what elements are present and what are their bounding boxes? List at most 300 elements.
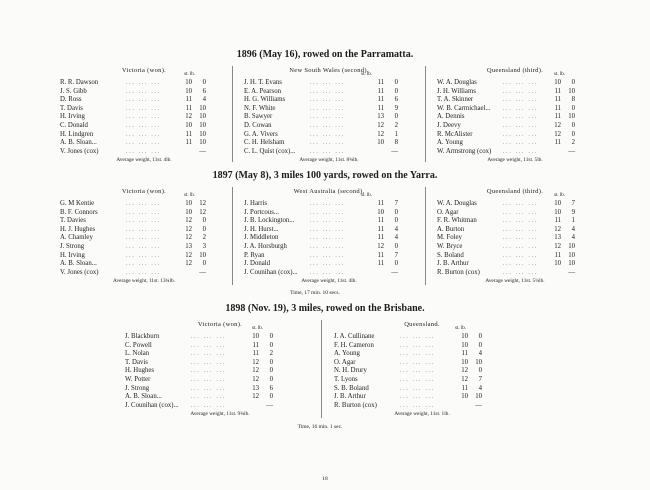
rower-name: T. Davis xyxy=(60,104,83,112)
weight-pounds: 7 xyxy=(394,200,398,207)
weight-stone: 11 xyxy=(377,87,384,95)
leader-dots: ... ... ... xyxy=(191,359,226,366)
rower-name: D. Cowan xyxy=(244,121,272,129)
rower-name: J. B. Arthur xyxy=(334,393,366,401)
weight-stone: 12 xyxy=(554,225,561,233)
crew-member-row xyxy=(437,96,597,105)
weight-stone: 10 xyxy=(554,79,561,86)
leader-dots: ... ... ... xyxy=(310,105,345,112)
leader-dots: ... ... ... xyxy=(310,97,345,104)
rower-name: C. Donald xyxy=(60,121,88,129)
average-weight: Average weight, 11st. 4lb. xyxy=(116,157,172,163)
crew-member-row xyxy=(437,88,597,97)
rower-name: J. Donald xyxy=(244,260,271,268)
leader-dots: ... ... ... xyxy=(503,80,538,86)
leader-dots: ... ... ... xyxy=(126,122,161,129)
crew-member-row xyxy=(244,105,420,114)
weight-pounds: 0 xyxy=(269,375,273,383)
weight-dash: — xyxy=(266,401,273,409)
leader-dots: ... ... ... xyxy=(126,97,161,104)
leader-dots: ... ... ... xyxy=(191,376,226,383)
weight-dash: — xyxy=(391,268,398,276)
weight-stone: 10 xyxy=(185,200,192,207)
weight-stone: 12 xyxy=(554,121,561,129)
weight-stone: 11 xyxy=(185,96,192,104)
crew-member-row xyxy=(60,105,228,114)
leader-dots: ... ... ... xyxy=(503,235,538,242)
weight-stone: 11 xyxy=(554,113,561,121)
leader-dots: ... ... ... xyxy=(503,218,538,225)
weight-stone: 11 xyxy=(377,104,384,112)
crew-member-row xyxy=(60,139,228,148)
crew-member-row xyxy=(244,131,420,140)
crew-header: Queensland. xyxy=(404,321,440,328)
leader-dots: ... ... ... xyxy=(126,243,161,250)
crew-member-row xyxy=(437,226,597,235)
weight-pounds: 0 xyxy=(202,225,206,233)
crew-member-row xyxy=(244,260,420,269)
weight-stone: 13 xyxy=(252,384,259,392)
crew-member-row xyxy=(60,252,228,261)
rower-name: S. B. Boland xyxy=(334,384,369,392)
crew-member-row xyxy=(437,252,597,261)
crew-column xyxy=(232,66,425,162)
rower-name: M. Foley xyxy=(437,234,462,242)
weight-stone: 10 xyxy=(554,200,561,207)
weight-pounds: 8 xyxy=(571,96,575,104)
weight-pounds: 10 xyxy=(199,113,206,121)
race-title: 1897 (May 8), 3 miles 100 yards, rowed on the Yarra. xyxy=(212,170,438,181)
rower-name: T. Lyons xyxy=(334,375,358,383)
crew-member-row xyxy=(244,226,420,235)
weight-pounds: 0 xyxy=(394,217,398,225)
crew-member-row xyxy=(244,252,420,261)
st-lb-label: st. lb. xyxy=(554,72,565,77)
leader-dots: ... ... ... xyxy=(310,226,345,233)
leader-dots: ... ... ... xyxy=(126,201,161,207)
leader-dots: ... ... ... xyxy=(400,334,435,340)
leader-dots: ... ... ... xyxy=(503,209,538,216)
rower-name: G. M Kentie xyxy=(60,200,95,207)
crew-member-row xyxy=(244,79,420,88)
rower-name: A. B. Sloan... xyxy=(60,139,97,147)
leader-dots: ... ... ... xyxy=(310,269,345,276)
st-lb-label: st. lb. xyxy=(361,193,372,198)
crew-member-row xyxy=(244,139,420,148)
crew-member-row xyxy=(437,243,597,252)
weight-stone: 12 xyxy=(554,242,561,250)
leader-dots: ... ... ... xyxy=(126,226,161,233)
rower-name: D. Ross xyxy=(60,96,82,104)
rower-name: O. Agar xyxy=(437,208,459,216)
rower-name: W. B. Carmichael... xyxy=(437,104,491,112)
weight-stone: 12 xyxy=(377,130,384,138)
weight-pounds: 0 xyxy=(394,260,398,268)
crew-column xyxy=(321,320,522,418)
weight-stone: 11 xyxy=(461,384,468,392)
rower-name: T. Davies xyxy=(60,217,86,225)
average-weight: Average weight, 11st. 5lb. xyxy=(487,157,543,163)
weight-stone: 11 xyxy=(554,96,561,104)
crew-member-row xyxy=(334,350,504,359)
crew-header: Victoria (won). xyxy=(121,67,167,74)
weight-stone: 12 xyxy=(252,367,259,375)
weight-pounds: 4 xyxy=(478,384,482,392)
average-weight: Average weight, 11st. 4lb. xyxy=(301,278,357,284)
weight-stone: 10 xyxy=(461,393,468,401)
crew-member-row xyxy=(244,122,420,131)
rower-name: C. Powell xyxy=(125,341,152,349)
crew-member-row xyxy=(334,393,504,402)
weight-stone: 11 xyxy=(185,104,192,112)
crew-member-row xyxy=(437,113,597,122)
crew-member-row xyxy=(244,269,420,278)
weight-pounds: 4 xyxy=(394,234,398,242)
average-weight: Average weight, 11st. 5¼lb. xyxy=(485,278,545,284)
leader-dots: ... ... ... xyxy=(310,243,345,250)
weight-stone: 12 xyxy=(377,121,384,129)
weight-pounds: 8 xyxy=(394,139,398,147)
weight-stone: 13 xyxy=(554,234,561,242)
weight-stone: 12 xyxy=(252,375,259,383)
leader-dots: ... ... ... xyxy=(503,131,538,138)
st-lb-label: st. lb. xyxy=(184,72,195,77)
rower-name: J. Middleton xyxy=(244,234,279,242)
crew-header: Victoria (won). xyxy=(121,188,167,195)
crew-member-row xyxy=(244,243,420,252)
weight-pounds: 12 xyxy=(199,200,206,207)
crew-member-row xyxy=(60,88,228,97)
leader-dots: ... ... ... xyxy=(400,351,435,358)
leader-dots: ... ... ... xyxy=(503,252,538,259)
weight-stone: 11 xyxy=(554,251,561,259)
weight-pounds: 9 xyxy=(571,208,575,216)
weight-pounds: 10 xyxy=(199,251,206,259)
crew-member-row xyxy=(334,359,504,368)
weight-pounds: 7 xyxy=(571,200,575,207)
weight-pounds: 7 xyxy=(478,375,482,383)
leader-dots: ... ... ... xyxy=(126,140,161,147)
weight-pounds: 4 xyxy=(571,234,575,242)
weight-stone: 11 xyxy=(377,200,384,207)
rower-name: F. R. Whitman xyxy=(437,217,477,225)
rower-name: J. H. T. Evans xyxy=(244,79,282,86)
crew-member-row xyxy=(125,393,295,402)
weight-pounds: 0 xyxy=(394,87,398,95)
crew-member-row xyxy=(60,260,228,269)
crew-member-row xyxy=(60,226,228,235)
crew-member-row xyxy=(437,209,597,218)
rower-name: J. S. Gibb xyxy=(60,87,87,95)
rower-name: W. A. Douglas xyxy=(437,200,477,207)
leader-dots: ... ... ... xyxy=(310,218,345,225)
crew-member-row xyxy=(60,131,228,140)
weight-pounds: 0 xyxy=(269,358,273,366)
weight-stone: 12 xyxy=(185,225,192,233)
weight-dash: — xyxy=(475,401,482,409)
weight-stone: 13 xyxy=(185,242,192,250)
crew-member-row xyxy=(437,122,597,131)
weight-dash: — xyxy=(199,147,206,155)
rower-name: L. Nolan xyxy=(125,350,150,358)
weight-stone: 11 xyxy=(185,130,192,138)
rower-name: H. J. Hughes xyxy=(60,225,96,233)
rower-name: J. H. Hurst... xyxy=(244,225,279,233)
weight-pounds: 10 xyxy=(199,139,206,147)
average-weight: Average weight, 11st. 9¾lb. xyxy=(190,411,250,417)
weight-stone: 10 xyxy=(185,87,192,95)
rower-name: R. Burton (cox) xyxy=(334,401,377,409)
weight-pounds: 10 xyxy=(568,87,575,95)
rower-name: A. Young xyxy=(334,350,360,358)
weight-stone: 10 xyxy=(252,333,259,340)
leader-dots: ... ... ... xyxy=(400,385,435,392)
weight-stone: 11 xyxy=(377,96,384,104)
st-lb-label: st. lb. xyxy=(361,72,372,77)
weight-stone: 11 xyxy=(377,217,384,225)
rower-name: A. B. Sloan... xyxy=(125,393,162,401)
crew-member-row xyxy=(244,234,420,243)
leader-dots: ... ... ... xyxy=(126,235,161,242)
weight-pounds: 0 xyxy=(394,79,398,86)
st-lb-label: st. lb. xyxy=(554,193,565,198)
weight-pounds: 10 xyxy=(568,242,575,250)
rower-name: S. Boland xyxy=(437,251,464,259)
crew-member-row xyxy=(60,200,228,209)
crew-member-row xyxy=(125,350,295,359)
crew-member-row xyxy=(437,200,597,209)
weight-stone: 12 xyxy=(554,130,561,138)
leader-dots: ... ... ... xyxy=(191,334,226,340)
weight-pounds: 10 xyxy=(568,251,575,259)
weight-pounds: 0 xyxy=(571,121,575,129)
weight-stone: 11 xyxy=(252,350,259,358)
rower-name: J. Counihan (cox)... xyxy=(244,268,298,276)
weight-pounds: 0 xyxy=(394,208,398,216)
weight-pounds: 7 xyxy=(394,251,398,259)
weight-dash: — xyxy=(568,147,575,155)
crew-column xyxy=(425,187,604,285)
crew-member-row xyxy=(244,200,420,209)
weight-stone: 12 xyxy=(185,234,192,242)
weight-pounds: 0 xyxy=(269,341,273,349)
crew-member-row xyxy=(125,359,295,368)
weight-pounds: 0 xyxy=(571,79,575,86)
weight-stone: 11 xyxy=(554,87,561,95)
crew-member-row xyxy=(244,96,420,105)
weight-pounds: 3 xyxy=(202,242,206,250)
weight-pounds: 1 xyxy=(394,130,398,138)
weight-pounds: 0 xyxy=(394,242,398,250)
weight-pounds: 0 xyxy=(202,260,206,268)
weight-pounds: 9 xyxy=(394,104,398,112)
weight-pounds: 4 xyxy=(571,225,575,233)
weight-pounds: 4 xyxy=(478,350,482,358)
crew-member-row xyxy=(334,385,504,394)
weight-pounds: 10 xyxy=(475,393,482,401)
leader-dots: ... ... ... xyxy=(310,131,345,138)
crew-member-row xyxy=(60,79,228,88)
weight-stone: 12 xyxy=(252,358,259,366)
rower-name: B. Sawyer xyxy=(244,113,273,121)
crew-member-row xyxy=(437,234,597,243)
crew-member-row xyxy=(334,367,504,376)
leader-dots: ... ... ... xyxy=(126,148,161,155)
leader-dots: ... ... ... xyxy=(400,368,435,375)
leader-dots: ... ... ... xyxy=(400,359,435,366)
weight-pounds: 10 xyxy=(199,130,206,138)
leader-dots: ... ... ... xyxy=(191,394,226,401)
rower-name: P. Ryan xyxy=(244,251,265,259)
race-time: Time, 17 min. 10 secs. xyxy=(290,290,340,296)
rower-name: J. H. Williams xyxy=(437,87,476,95)
rower-name: A. B. Sloan... xyxy=(60,260,97,268)
weight-stone: 11 xyxy=(377,260,384,268)
rower-name: T. A. Skinner xyxy=(437,96,474,104)
weight-stone: 11 xyxy=(377,79,384,86)
weight-pounds: 0 xyxy=(478,341,482,349)
weight-pounds: 4 xyxy=(202,96,206,104)
weight-stone: 12 xyxy=(461,375,468,383)
leader-dots: ... ... ... xyxy=(310,235,345,242)
rower-name: J. Portcous... xyxy=(244,208,279,216)
weight-stone: 12 xyxy=(185,251,192,259)
st-lb-label: st. lb. xyxy=(184,193,195,198)
leader-dots: ... ... ... xyxy=(310,122,345,129)
rower-name: J. B. Lockington... xyxy=(244,217,295,225)
average-weight: Average weight, 11st. 13¾lb. xyxy=(113,278,175,284)
rower-name: A. Burton xyxy=(437,225,465,233)
crew-member-row xyxy=(437,217,597,226)
weight-stone: 11 xyxy=(252,341,259,349)
rower-name: J. Blackburn xyxy=(125,333,160,340)
leader-dots: ... ... ... xyxy=(503,88,538,95)
rower-name: V. Jones (cox) xyxy=(60,147,99,155)
weight-stone: 12 xyxy=(252,393,259,401)
weight-stone: 10 xyxy=(461,358,468,366)
crew-member-row xyxy=(437,139,597,148)
crew-column xyxy=(56,187,232,285)
leader-dots: ... ... ... xyxy=(503,243,538,250)
rower-name: A. Chamley xyxy=(60,234,93,242)
weight-pounds: 0 xyxy=(478,333,482,340)
rower-name: W. Armstrong (cox) xyxy=(437,147,492,155)
leader-dots: ... ... ... xyxy=(126,114,161,121)
leader-dots: ... ... ... xyxy=(126,105,161,112)
crew-member-row xyxy=(437,148,597,157)
weight-pounds: 10 xyxy=(199,121,206,129)
rower-name: V. Jones (cox) xyxy=(60,268,99,276)
rower-name: H. Hughes xyxy=(125,367,155,375)
leader-dots: ... ... ... xyxy=(400,342,435,349)
weight-pounds: 6 xyxy=(394,96,398,104)
leader-dots: ... ... ... xyxy=(503,105,538,112)
leader-dots: ... ... ... xyxy=(310,140,345,147)
rower-name: B. F. Connors xyxy=(60,208,98,216)
crew-member-row xyxy=(244,113,420,122)
crew-header: Victoria (won). xyxy=(197,321,243,328)
leader-dots: ... ... ... xyxy=(126,269,161,276)
rower-name: W. A. Douglas xyxy=(437,79,477,86)
leader-dots: ... ... ... xyxy=(191,351,226,358)
weight-stone: 11 xyxy=(377,251,384,259)
weight-stone: 10 xyxy=(461,341,468,349)
crew-member-row xyxy=(125,333,295,342)
crew-member-row xyxy=(244,217,420,226)
leader-dots: ... ... ... xyxy=(191,402,226,409)
leader-dots: ... ... ... xyxy=(310,252,345,259)
leader-dots: ... ... ... xyxy=(191,385,226,392)
weight-stone: 10 xyxy=(554,260,561,268)
crew-member-row xyxy=(60,96,228,105)
leader-dots: ... ... ... xyxy=(126,261,161,268)
crew-member-row xyxy=(125,342,295,351)
crew-member-row xyxy=(60,217,228,226)
leader-dots: ... ... ... xyxy=(503,148,538,155)
leader-dots: ... ... ... xyxy=(310,201,345,207)
weight-stone: 10 xyxy=(185,208,192,216)
weight-stone: 10 xyxy=(185,121,192,129)
rower-name: J. Strong xyxy=(125,384,150,392)
weight-pounds: 6 xyxy=(202,87,206,95)
crew-member-row xyxy=(334,342,504,351)
crew-member-row xyxy=(437,269,597,278)
weight-stone: 11 xyxy=(554,104,561,112)
crew-member-row xyxy=(244,88,420,97)
weight-pounds: 0 xyxy=(571,104,575,112)
weight-pounds: 10 xyxy=(475,358,482,366)
leader-dots: ... ... ... xyxy=(126,88,161,95)
crew-member-row xyxy=(244,209,420,218)
weight-pounds: 2 xyxy=(202,234,206,242)
rower-name: T. Davis xyxy=(125,358,148,366)
leader-dots: ... ... ... xyxy=(310,114,345,121)
leader-dots: ... ... ... xyxy=(503,226,538,233)
crew-member-row xyxy=(60,113,228,122)
weight-stone: 11 xyxy=(377,234,384,242)
weight-pounds: 0 xyxy=(571,130,575,138)
leader-dots: ... ... ... xyxy=(400,402,435,409)
crew-column xyxy=(56,66,232,162)
race-title: 1896 (May 16), rowed on the Parramatta. xyxy=(236,49,414,60)
rower-name: J. Counihan (cox)... xyxy=(125,401,179,409)
rower-name: R. R. Dawson xyxy=(60,79,99,86)
weight-stone: 11 xyxy=(554,139,561,147)
weight-stone: 10 xyxy=(377,208,384,216)
weight-pounds: 2 xyxy=(571,139,575,147)
race-time: Time, 16 min. 1 sec. xyxy=(297,424,343,430)
weight-stone: 12 xyxy=(185,260,192,268)
crew-member-row xyxy=(125,385,295,394)
weight-pounds: 2 xyxy=(269,350,273,358)
weight-stone: 12 xyxy=(185,217,192,225)
rower-name: N. H. Drury xyxy=(334,367,367,375)
weight-pounds: 6 xyxy=(269,384,273,392)
rower-name: H. Irving xyxy=(60,113,85,121)
crew-header: New South Wales (second). xyxy=(289,67,369,74)
weight-pounds: 2 xyxy=(394,121,398,129)
crew-member-row xyxy=(334,333,504,342)
rower-name: H. Irving xyxy=(60,251,85,259)
crew-member-row xyxy=(60,243,228,252)
leader-dots: ... ... ... xyxy=(503,201,538,207)
rower-name: H. G. Williams xyxy=(244,96,286,104)
crew-member-row xyxy=(60,122,228,131)
weight-stone: 11 xyxy=(377,225,384,233)
weight-pounds: 0 xyxy=(269,367,273,375)
crew-column xyxy=(119,320,321,418)
weight-stone: 10 xyxy=(554,208,561,216)
